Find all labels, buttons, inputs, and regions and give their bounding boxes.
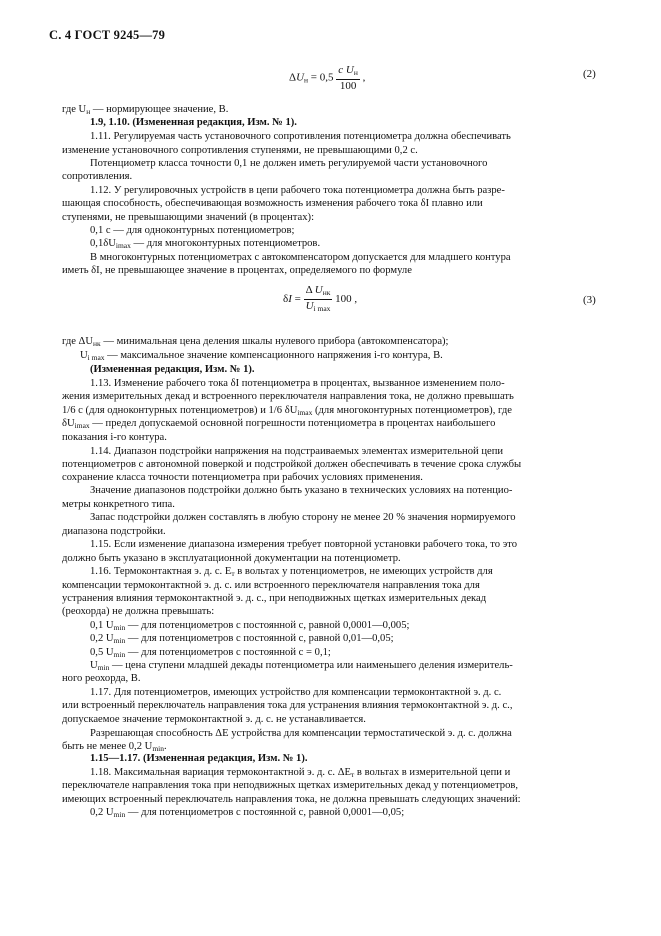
formula-3-num-delta: Δ <box>305 284 313 296</box>
text-line: имеющих встроенный переключатель направления тока, не должна превышать следующих значений: <box>62 794 521 805</box>
text-line: 1.16. Термоконтактная э. д. с. $E_т$ в вольтах у потенциометров, не имеющих устройств для <box>90 566 493 578</box>
subscript: нк <box>93 339 101 348</box>
formula-2-fraction <box>336 64 360 92</box>
text-line: где $\Delta U_{нк}$ — минимальная цена деления шкалы нулевого прибора (автокомпенсатора); <box>62 336 449 348</box>
text-line: ного реохорда, В. <box>62 673 141 684</box>
formula-3-eq: = <box>291 293 304 306</box>
text-line: 1.15. Если изменение диапазона измерения требует повторной установки рабочего тока, то это <box>90 539 518 550</box>
text-line: 1.9, 1.10. (Измененная редакция, Изм. № 1). <box>90 117 297 128</box>
subscript: imax <box>297 408 313 417</box>
text-line: $U_{i max}$ — максимальное значение компенсационного напряжения i-го контура, В. <box>80 350 443 362</box>
formula-2-num-sub: н <box>353 68 358 77</box>
text-line: иметь δI, не превышающее значение в процентах, определяемого по формуле <box>62 265 412 276</box>
text-line: сопротивления. <box>62 171 133 182</box>
text-line: 1/6 c (для одноконтурных потенциометров) и 1/6 $\delta U_{imax}$ (для многоконтурных потенциометров), где <box>62 405 512 417</box>
text-line: где $U_н$ — нормирующее значение, В. <box>62 104 229 116</box>
subscript: i max <box>87 353 105 362</box>
text-line: Значение диапазонов подстройки должно быть указано в технических условиях на потенцио- <box>90 485 513 496</box>
text-line: устранения влияния термоконтактной э. д. с., при неподвижных щетках измерительных декад <box>62 593 487 604</box>
text-line: (Измененная редакция, Изм. № 1). <box>90 364 255 375</box>
formula-3-var: I <box>288 293 292 306</box>
formula-3-tail: 100 , <box>335 293 358 306</box>
text-line: изменение установочного сопротивления ступенями, не превышающими 0,2 c. <box>62 145 418 156</box>
text-line: Потенциометр класса точности 0,1 не должен иметь регулируемой части установочного <box>90 158 488 169</box>
text-line: сохранение класса точности потенциометра при рабочих условиях применения. <box>62 472 423 483</box>
subscript: imax <box>74 421 90 430</box>
text-line: (реохорда) не должна превышать: <box>62 606 215 617</box>
subscript: min <box>113 810 126 819</box>
text-line: 0,5 $U_{min}$ — для потенциометров с постоянной c = 0,1; <box>90 647 331 659</box>
text-line: 0,2 $U_{min}$ — для потенциометров с постоянной c, равной 0,0001—0,05; <box>90 807 405 819</box>
formula-3-den-sub: i max <box>313 304 331 313</box>
text-line: должно быть указано в эксплуатационной документации на потенциометр. <box>62 553 401 564</box>
text-line: 1.12. У регулировочных устройств в цепи рабочего тока потенциометра должна быть разре- <box>90 185 505 196</box>
text-line: метры конкретного типа. <box>62 499 175 510</box>
text-line: шающая способность, обеспечивающая возможность изменения рабочего тока δI плавно или <box>62 198 483 209</box>
text-line: быть не менее 0,2 $U_{min}$. <box>62 741 167 753</box>
formula-2-eq: = 0,5 <box>308 71 334 84</box>
formula-2-var: U <box>296 71 305 84</box>
text-line: потенциометров с автономной поверкой и подстройкой должен обеспечивать в течение срока службы <box>62 459 522 470</box>
text-line: жения измерительных декад и встроенного переключателя направления тока, не должно превышать <box>62 391 514 402</box>
text-line: 1.11. Регулируемая часть установочного сопротивления потенциометра должна обеспечивать <box>90 131 511 142</box>
text-line: или встроенный переключатель направления тока для устранения влияния термоконтактной э. д. с., <box>62 700 513 711</box>
text-line: показания i-го контура. <box>62 432 167 443</box>
text-line: Запас подстройки должен составлять в любую сторону не менее 20 % значения нормируемого <box>90 512 516 523</box>
text-line: ступенями, не превышающими значений (в процентах): <box>62 212 315 223</box>
subscript: т <box>231 569 235 578</box>
formula-2-sub: н <box>304 75 309 85</box>
formula-3-fraction <box>304 284 333 315</box>
text-line: В многоконтурных потенциометрах с автокомпенсатором допускается для младшего контура <box>90 252 511 263</box>
text-line: 0,1 c — для одноконтурных потенциометров; <box>90 225 295 236</box>
text-line: допускаемое значение термоконтактной э. д. с. не устанавливается. <box>62 714 366 725</box>
text-line: $\delta U_{imax}$ — предел допускаемой основной погрешности потенциометра в процентах наибольшего <box>62 418 496 430</box>
subscript: min <box>113 650 126 659</box>
text-line: 1.14. Диапазон подстройки напряжения на подстраиваемых элементах измерительной цепи <box>90 446 504 457</box>
formula-2-tail: , <box>362 71 366 84</box>
formula-2 <box>289 64 365 92</box>
subscript: min <box>113 623 126 632</box>
subscript: min <box>113 636 126 645</box>
text-line: Разрешающая способность ΔE устройства для компенсации термостатической э. д. с. должна <box>90 728 512 739</box>
formula-3-num-var: U <box>314 284 323 296</box>
text-line: 0,2 $U_{min}$ — для потенциометров с постоянной c, равной 0,01—0,05; <box>90 633 394 645</box>
formula-3 <box>283 284 357 315</box>
text-line: $U_{min}$ — цена ступени младшей декады потенциометра или наименьшего деления измеритель- <box>90 660 513 672</box>
subscript: т <box>350 770 355 779</box>
formula-2-den: 100 <box>339 80 357 92</box>
text-line: 1.18. Максимальная вариация термоконтактной э. д. с. $\Delta E_т$ в вольтах в измерительной цепи и <box>90 767 511 779</box>
text-line: $0,1\delta U_{imax}$ — для многоконтурных потенциометров. <box>90 238 321 250</box>
formula-3-den-var: U <box>305 300 314 312</box>
equation-number-2: (2) <box>583 68 596 80</box>
text-line: 1.13. Изменение рабочего тока δI потенциометра в процентах, вызванное изменением поло- <box>90 378 505 389</box>
text-line: диапазона подстройки. <box>62 526 166 537</box>
text-line: переключателе направления тока при неподвижных щетках измерительных декад у потенциометров, <box>62 780 519 791</box>
subscript: min <box>152 744 164 753</box>
formula-3-delta: δ <box>283 293 289 306</box>
page-header: С. 4 ГОСТ 9245—79 <box>49 28 166 42</box>
formula-2-delta: Δ <box>289 71 297 84</box>
subscript: imax <box>115 241 131 250</box>
subscript: min <box>97 663 110 672</box>
formula-3-num-sub: нк <box>322 288 331 297</box>
equation-number-3: (3) <box>583 294 596 306</box>
text-line: 1.15—1.17. (Измененная редакция, Изм. № 1). <box>90 753 308 764</box>
formula-2-num-var: U <box>345 64 354 76</box>
text-line: компенсации термоконтактной э. д. с. или встроенного переключателя направления тока для <box>62 580 480 591</box>
formula-2-num-c: c <box>338 64 344 76</box>
text-line: 0,1 $U_{min}$ — для потенциометров с постоянной c, равной 0,0001—0,005; <box>90 620 410 632</box>
subscript: н <box>86 107 91 116</box>
text-line: 1.17. Для потенциометров, имеющих устройство для компенсации термоконтактной э. д. с. <box>90 687 502 698</box>
